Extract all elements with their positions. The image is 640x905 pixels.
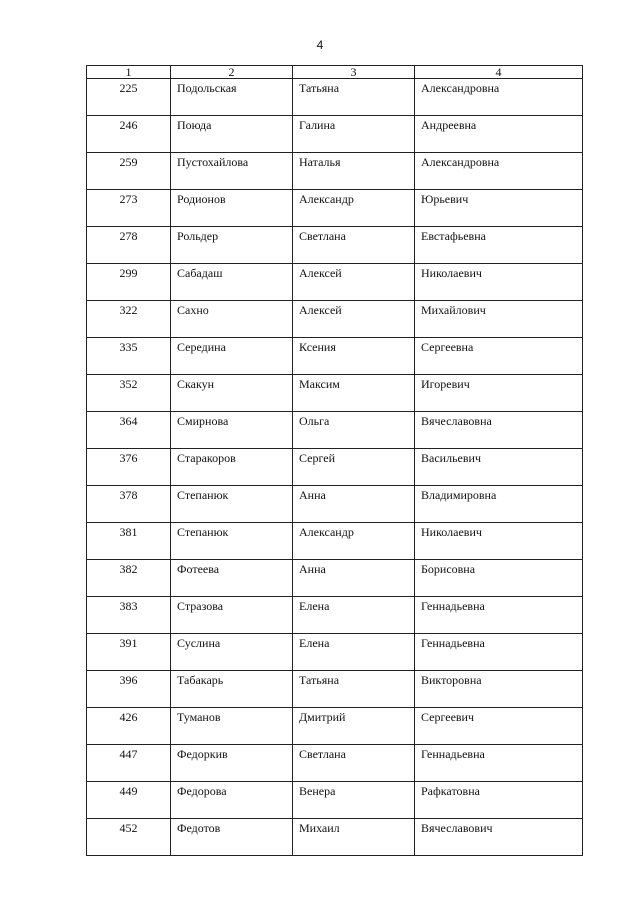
first-name-cell: Александр bbox=[293, 190, 415, 227]
first-name-cell: Ольга bbox=[293, 412, 415, 449]
first-name-cell: Елена bbox=[293, 634, 415, 671]
row-number-cell: 391 bbox=[87, 634, 171, 671]
table-row bbox=[87, 782, 583, 819]
patronymic-cell: Геннадьевна bbox=[415, 597, 583, 634]
row-number-cell: 452 bbox=[87, 819, 171, 856]
patronymic-cell: Викторовна bbox=[415, 671, 583, 708]
row-number-cell: 246 bbox=[87, 116, 171, 153]
patronymic-cell: Борисовна bbox=[415, 560, 583, 597]
first-name-cell: Светлана bbox=[293, 227, 415, 264]
row-number-cell: 225 bbox=[87, 79, 171, 116]
first-name-cell: Анна bbox=[293, 560, 415, 597]
patronymic-cell: Александровна bbox=[415, 79, 583, 116]
last-name-cell: Суслина bbox=[171, 634, 293, 671]
column-header-2: 2 bbox=[171, 66, 293, 79]
last-name-cell: Середина bbox=[171, 338, 293, 375]
row-number-cell: 396 bbox=[87, 671, 171, 708]
table-row bbox=[87, 449, 583, 486]
last-name-cell: Рольдер bbox=[171, 227, 293, 264]
last-name-cell: Федоркив bbox=[171, 745, 293, 782]
row-number-cell: 259 bbox=[87, 153, 171, 190]
last-name-cell: Туманов bbox=[171, 708, 293, 745]
column-header-3: 3 bbox=[293, 66, 415, 79]
table-row bbox=[87, 560, 583, 597]
table-row bbox=[87, 671, 583, 708]
patronymic-cell: Сергеевна bbox=[415, 338, 583, 375]
last-name-cell: Родионов bbox=[171, 190, 293, 227]
first-name-cell: Ксения bbox=[293, 338, 415, 375]
row-number-cell: 364 bbox=[87, 412, 171, 449]
last-name-cell: Табакарь bbox=[171, 671, 293, 708]
table-row bbox=[87, 190, 583, 227]
last-name-cell: Скакун bbox=[171, 375, 293, 412]
row-number-cell: 381 bbox=[87, 523, 171, 560]
last-name-cell: Степанюк bbox=[171, 486, 293, 523]
first-name-cell: Алексей bbox=[293, 264, 415, 301]
patronymic-cell: Михайлович bbox=[415, 301, 583, 338]
first-name-cell: Алексей bbox=[293, 301, 415, 338]
table-row bbox=[87, 486, 583, 523]
patronymic-cell: Евстафьевна bbox=[415, 227, 583, 264]
first-name-cell: Наталья bbox=[293, 153, 415, 190]
last-name-cell: Сабадаш bbox=[171, 264, 293, 301]
table-row bbox=[87, 412, 583, 449]
row-number-cell: 376 bbox=[87, 449, 171, 486]
patronymic-cell: Андреевна bbox=[415, 116, 583, 153]
row-number-cell: 352 bbox=[87, 375, 171, 412]
row-number-cell: 278 bbox=[87, 227, 171, 264]
table-row bbox=[87, 79, 583, 116]
last-name-cell: Федотов bbox=[171, 819, 293, 856]
row-number-cell: 299 bbox=[87, 264, 171, 301]
table-row bbox=[87, 523, 583, 560]
patronymic-cell: Александровна bbox=[415, 153, 583, 190]
table-row bbox=[87, 597, 583, 634]
last-name-cell: Пустохайлова bbox=[171, 153, 293, 190]
table-row bbox=[87, 745, 583, 782]
row-number-cell: 383 bbox=[87, 597, 171, 634]
table-header-row bbox=[87, 66, 583, 79]
table-row bbox=[87, 153, 583, 190]
table-row bbox=[87, 116, 583, 153]
first-name-cell: Татьяна bbox=[293, 671, 415, 708]
first-name-cell: Галина bbox=[293, 116, 415, 153]
names-table bbox=[86, 65, 583, 856]
patronymic-cell: Юрьевич bbox=[415, 190, 583, 227]
first-name-cell: Венера bbox=[293, 782, 415, 819]
table-row bbox=[87, 227, 583, 264]
table-row bbox=[87, 634, 583, 671]
row-number-cell: 335 bbox=[87, 338, 171, 375]
first-name-cell: Дмитрий bbox=[293, 708, 415, 745]
column-header-4: 4 bbox=[415, 66, 583, 79]
first-name-cell: Михаил bbox=[293, 819, 415, 856]
patronymic-cell: Рафкатовна bbox=[415, 782, 583, 819]
first-name-cell: Анна bbox=[293, 486, 415, 523]
table-row bbox=[87, 338, 583, 375]
patronymic-cell: Вячеславовна bbox=[415, 412, 583, 449]
row-number-cell: 426 bbox=[87, 708, 171, 745]
last-name-cell: Стразова bbox=[171, 597, 293, 634]
last-name-cell: Сахно bbox=[171, 301, 293, 338]
table-row bbox=[87, 708, 583, 745]
row-number-cell: 273 bbox=[87, 190, 171, 227]
first-name-cell: Александр bbox=[293, 523, 415, 560]
last-name-cell: Поюда bbox=[171, 116, 293, 153]
first-name-cell: Сергей bbox=[293, 449, 415, 486]
last-name-cell: Степанюк bbox=[171, 523, 293, 560]
table-row bbox=[87, 264, 583, 301]
patronymic-cell: Геннадьевна bbox=[415, 634, 583, 671]
patronymic-cell: Вячеславович bbox=[415, 819, 583, 856]
page-number: 4 bbox=[316, 38, 324, 52]
row-number-cell: 322 bbox=[87, 301, 171, 338]
patronymic-cell: Игоревич bbox=[415, 375, 583, 412]
table-row bbox=[87, 375, 583, 412]
patronymic-cell: Сергеевич bbox=[415, 708, 583, 745]
last-name-cell: Федорова bbox=[171, 782, 293, 819]
last-name-cell: Фотеева bbox=[171, 560, 293, 597]
first-name-cell: Максим bbox=[293, 375, 415, 412]
row-number-cell: 382 bbox=[87, 560, 171, 597]
patronymic-cell: Васильевич bbox=[415, 449, 583, 486]
patronymic-cell: Геннадьевна bbox=[415, 745, 583, 782]
patronymic-cell: Николаевич bbox=[415, 523, 583, 560]
patronymic-cell: Николаевич bbox=[415, 264, 583, 301]
first-name-cell: Татьяна bbox=[293, 79, 415, 116]
last-name-cell: Подольская bbox=[171, 79, 293, 116]
last-name-cell: Старакоров bbox=[171, 449, 293, 486]
first-name-cell: Светлана bbox=[293, 745, 415, 782]
row-number-cell: 447 bbox=[87, 745, 171, 782]
last-name-cell: Смирнова bbox=[171, 412, 293, 449]
column-header-1: 1 bbox=[87, 66, 171, 79]
patronymic-cell: Владимировна bbox=[415, 486, 583, 523]
table-row bbox=[87, 301, 583, 338]
row-number-cell: 449 bbox=[87, 782, 171, 819]
first-name-cell: Елена bbox=[293, 597, 415, 634]
table-row bbox=[87, 819, 583, 856]
row-number-cell: 378 bbox=[87, 486, 171, 523]
